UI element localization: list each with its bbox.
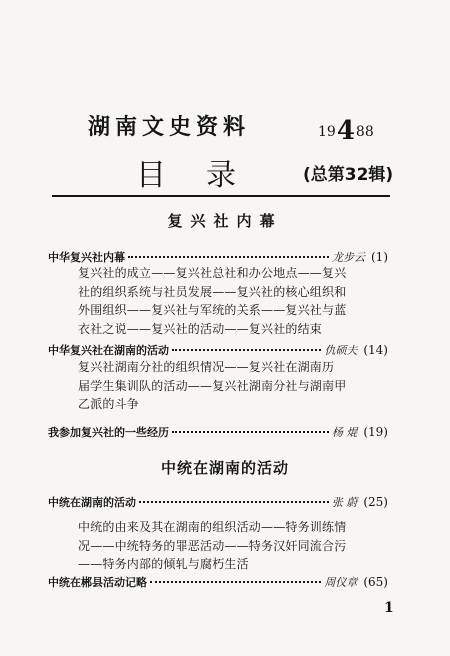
entry-author: 杨 焜 xyxy=(331,426,358,439)
entry-page: (14) xyxy=(363,343,388,357)
dot-leader xyxy=(172,431,329,433)
toc-label: 目录 xyxy=(136,158,276,193)
entry-author: 龙步云 xyxy=(332,251,365,264)
page-number: 1 xyxy=(384,600,394,616)
entry-summary xyxy=(78,264,386,338)
entry-summary xyxy=(78,518,386,574)
entry-title: 我参加复兴社的一些经历 xyxy=(48,426,169,439)
summary-line: 乙派的斗争 xyxy=(78,397,140,411)
journal-title: 湖南文史资料 xyxy=(88,115,251,140)
entry-page: (19) xyxy=(363,425,388,439)
summary-line: 届学生集训队的活动——复兴社湖南分社与湖南甲 xyxy=(78,378,347,393)
entry-title: 中统在湖南的活动 xyxy=(48,496,136,509)
toc-entry[interactable] xyxy=(48,574,388,590)
section-title-zhongtong: 中统在湖南的活动 xyxy=(160,459,289,477)
entry-page: (25) xyxy=(363,495,388,509)
summary-line: 社的组织系统与社员发展——复兴社的核心组织和 xyxy=(78,284,347,299)
summary-line: ——特务内部的倾轧与腐朽生活 xyxy=(78,557,249,571)
entry-author: 周仪章 xyxy=(324,576,358,589)
issue-number: (总第32辑) xyxy=(303,165,394,185)
entry-title: 中统在郴县活动记略 xyxy=(48,576,147,589)
year-big: 4 xyxy=(336,116,355,146)
entry-summary xyxy=(78,358,386,414)
entry-page: (65) xyxy=(363,575,388,589)
entry-page: (1) xyxy=(371,250,388,264)
summary-line: 外围组织——复兴社与军统的关系——复兴社与蓝 xyxy=(78,303,347,317)
entry-title: 中华复兴社内幕 xyxy=(48,251,125,264)
header-rule xyxy=(52,195,390,197)
summary-line: 复兴社的成立——复兴社总社和办公地点——复兴 xyxy=(78,266,347,280)
toc-entry[interactable] xyxy=(48,342,388,358)
dot-leader xyxy=(150,581,321,583)
entry-author: 仇硕夫 xyxy=(324,344,358,357)
entry-title: 中华复兴社在湖南的活动 xyxy=(48,344,169,357)
year-suffix: 88 xyxy=(355,124,374,140)
entry-author: 张 蔚 xyxy=(331,496,358,509)
summary-line: 复兴社湖南分社的组织情况——复兴社在湖南历 xyxy=(78,360,335,374)
dot-leader xyxy=(172,349,321,351)
summary-line: 衣社之说——复兴社的活动——复兴社的结束 xyxy=(78,321,323,336)
toc-entry[interactable] xyxy=(48,494,388,510)
summary-line: 况——中统特务的罪恶活动——特务汉奸同流合污 xyxy=(78,538,347,553)
dot-leader xyxy=(128,256,329,258)
dot-leader xyxy=(139,501,329,503)
year-prefix: 19 xyxy=(318,124,336,140)
section-title-fuxingshe: 复兴社内幕 xyxy=(167,212,283,230)
year-label xyxy=(318,118,374,144)
toc-entry[interactable] xyxy=(48,249,388,265)
summary-line: 中统的由来及其在湖南的组织活动——特务训练情 xyxy=(78,520,347,534)
toc-entry[interactable] xyxy=(48,424,388,440)
